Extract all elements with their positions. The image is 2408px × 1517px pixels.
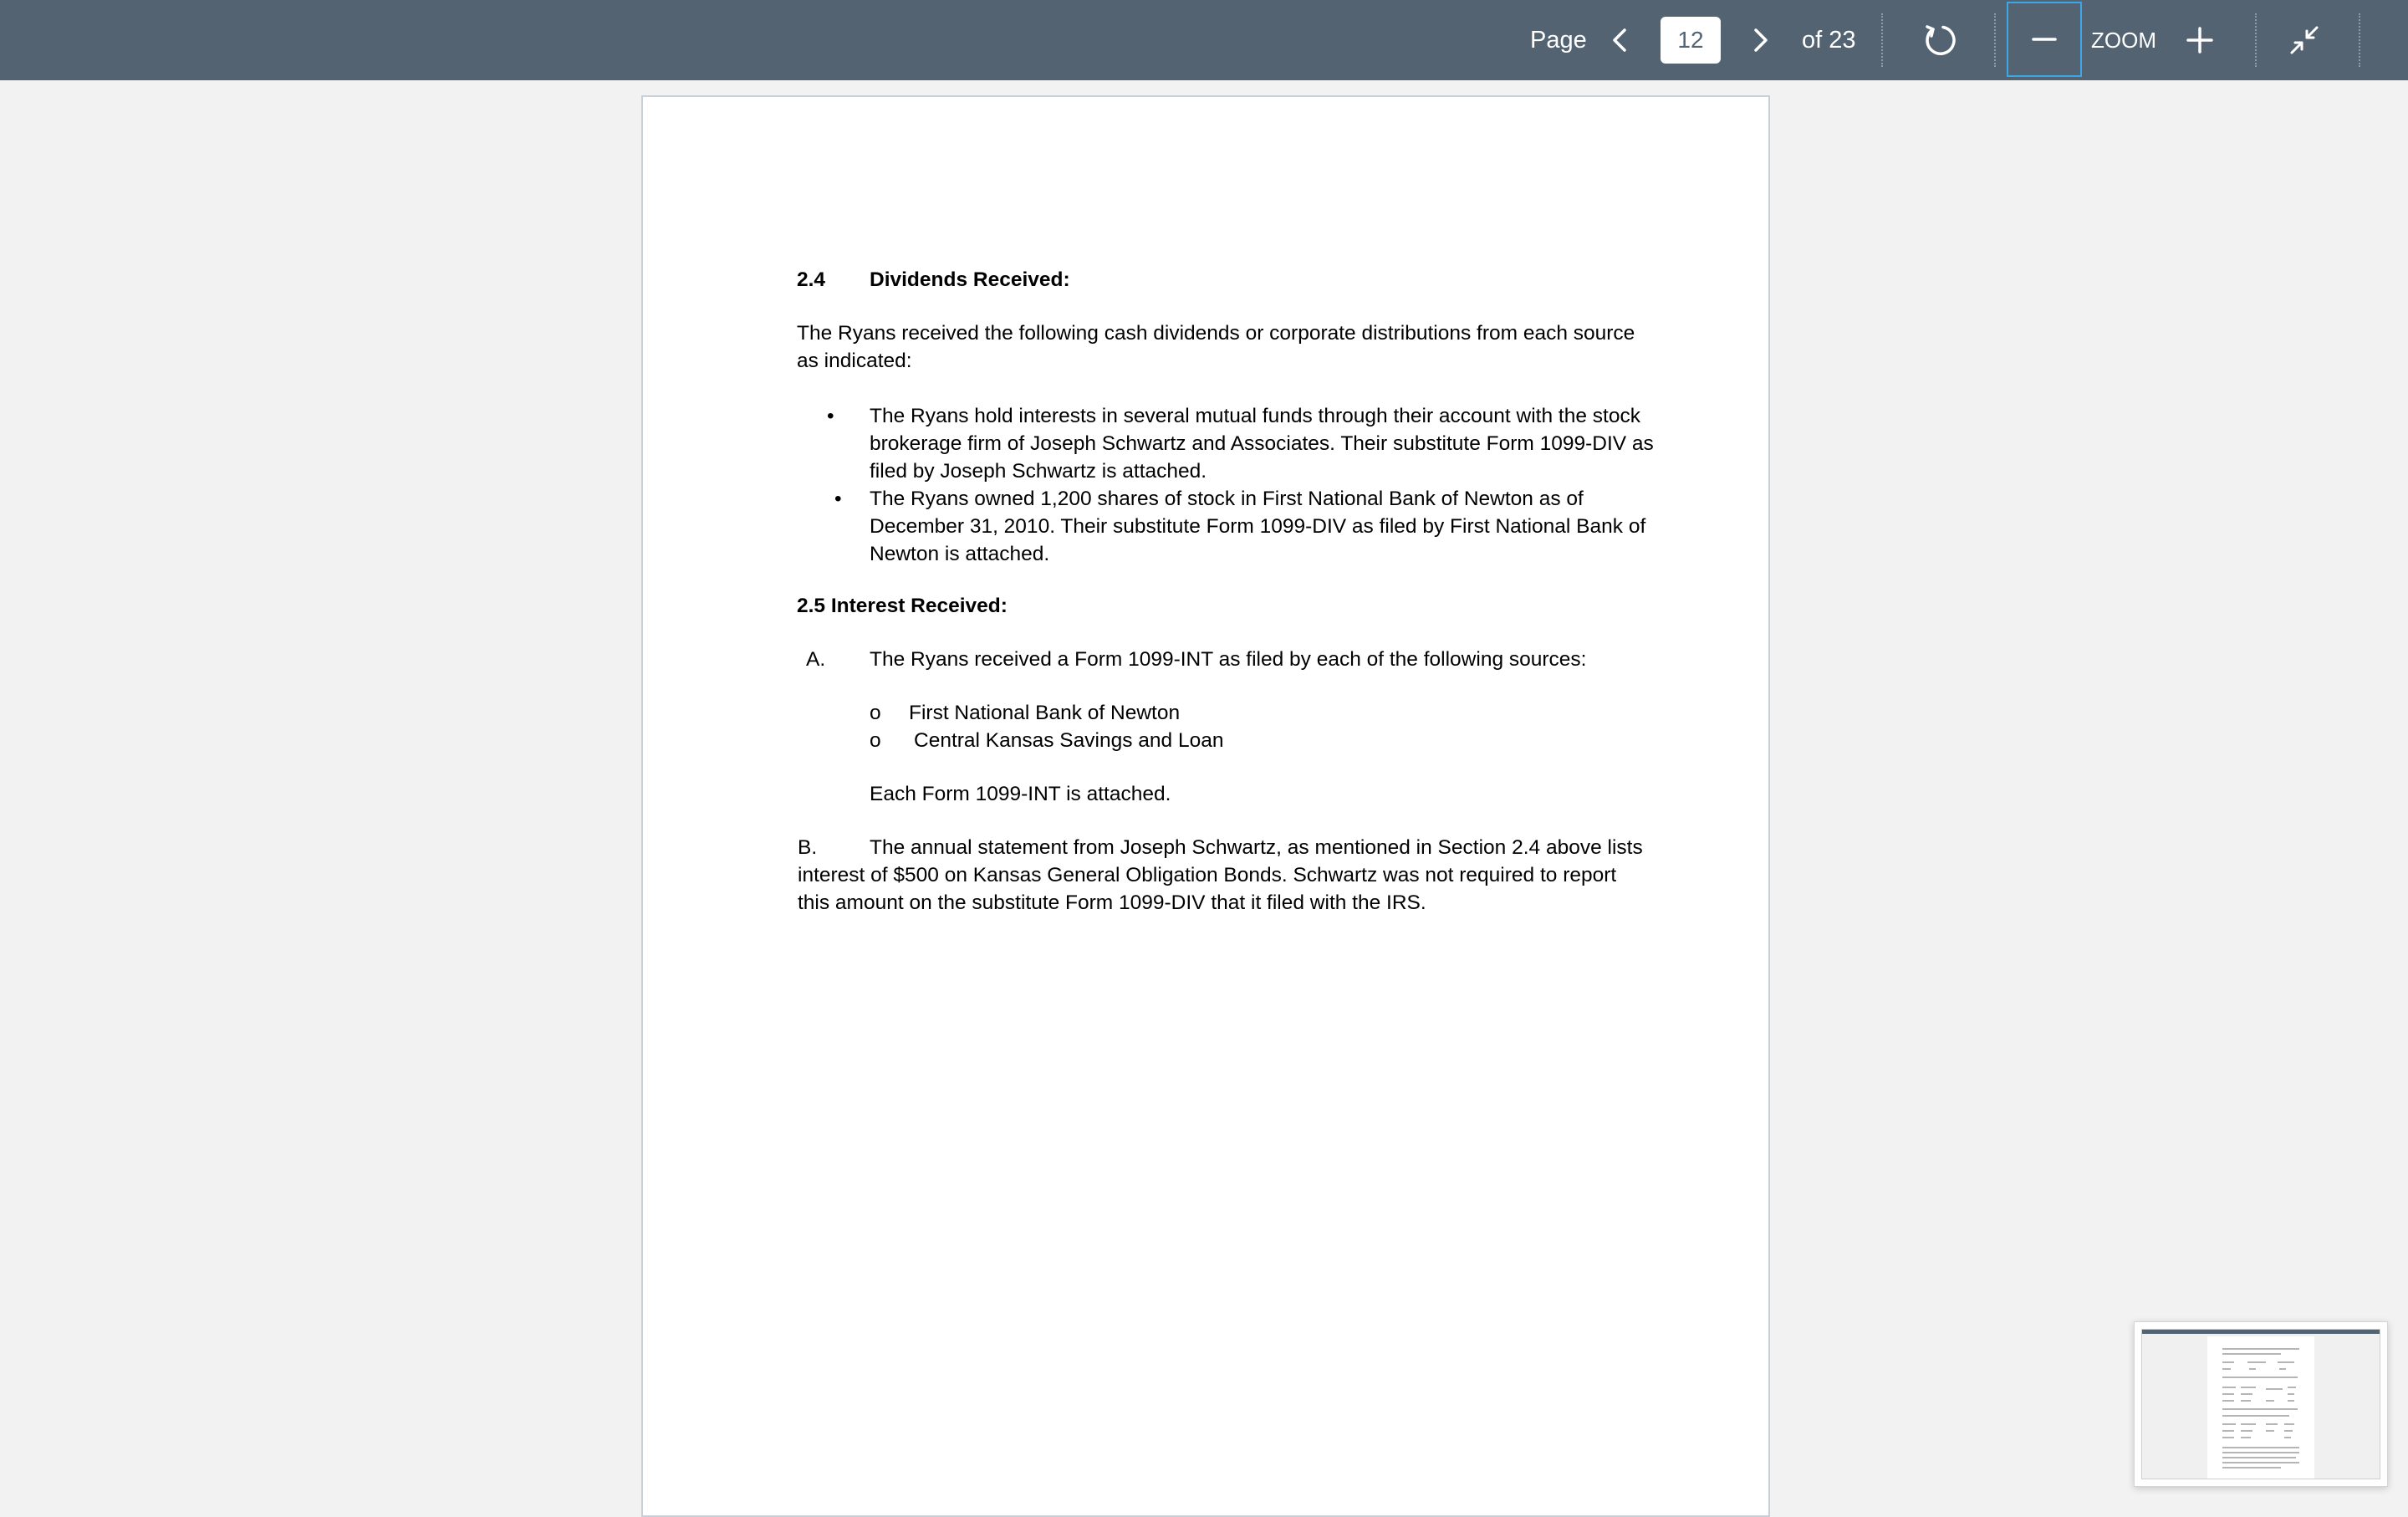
paragraph-line: The annual statement from Joseph Schwartz, as mentioned in Section 2.4 above lists [870,836,1643,859]
minus-icon [2032,27,2057,52]
thumbnail-line [2222,1423,2236,1425]
source-item: First National Bank of Newton [909,702,1181,724]
thumbnail-line [2288,1400,2294,1402]
thumbnail-line [2241,1400,2251,1402]
zoom-in-button[interactable] [2176,17,2223,64]
bullet-line: The Ryans owned 1,200 shares of stock in First National Bank of Newton as of [870,488,1584,510]
zoom-label: ZOOM [2091,28,2156,53]
paragraph-line: as indicated: [797,350,912,372]
thumbnail-line [2249,1368,2256,1370]
section-number: 2.4 [797,268,826,291]
thumbnail-line [2222,1348,2299,1350]
thumbnail-line [2278,1361,2294,1363]
toolbar-separator [2255,13,2257,67]
plus-icon [2186,27,2213,54]
thumbnail-line [2284,1423,2294,1425]
thumbnail-line [2266,1423,2278,1425]
thumbnail-line [2222,1437,2234,1438]
zoom-out-button[interactable] [2007,2,2082,77]
bullet-line: brokerage firm of Joseph Schwartz and Associates. Their substitute Form 1099-DIV as [870,432,1654,455]
thumbnail-line [2222,1353,2281,1355]
thumbnail-line [2222,1377,2298,1378]
thumbnail-line [2241,1423,2256,1425]
total-pages-label: of 23 [1802,27,1856,54]
paragraph-line: this amount on the substitute Form 1099-DIV that it filed with the IRS. [798,891,1426,914]
thumbnail-line [2279,1368,2286,1370]
thumbnail-line [2222,1368,2231,1370]
thumbnail-line [2288,1387,2296,1388]
thumbnail-line [2222,1467,2281,1468]
chevron-right-icon [1747,28,1773,53]
thumbnail-line [2284,1430,2293,1432]
thumbnail-line [2222,1387,2236,1388]
thumbnail-line [2241,1430,2252,1432]
bullet-line: filed by Joseph Schwartz is attached. [870,460,1207,483]
section-title: Dividends Received: [870,268,1070,291]
bullet-line: The Ryans hold interests in several mutual funds through their account with the stock [870,405,1640,427]
thumbnail-line [2222,1430,2234,1432]
item-label: B. [798,836,818,859]
paragraph-line: Each Form 1099-INT is attached. [870,783,1171,805]
thumbnail-line [2241,1437,2251,1438]
bullet-line: December 31, 2010. Their substitute Form 1099-DIV as filed by First National Bank of [870,515,1646,538]
thumbnail-line [2222,1408,2298,1410]
viewer-toolbar [0,0,2408,80]
thumbnail-line [2284,1437,2291,1438]
chevron-left-icon [1608,28,1633,53]
collapse-button[interactable] [2281,17,2328,64]
thumbnail-line [2266,1388,2283,1390]
toolbar-separator [1994,13,1996,67]
item-label: A. [806,648,826,671]
source-item: Central Kansas Savings and Loan [914,729,1224,752]
thumbnail-line [2222,1457,2296,1458]
bullet-glyph: • [827,405,834,427]
thumbnail-line [2222,1400,2234,1402]
thumbnail-line [2222,1462,2299,1463]
thumbnail-line [2266,1430,2274,1432]
thumbnail-toolbar [2142,1330,2380,1334]
bullet-glyph: • [834,488,842,510]
rotate-icon [1921,22,1958,59]
thumbnail-line [2288,1393,2294,1395]
collapse-icon [2289,25,2319,55]
thumbnail-line [2222,1361,2234,1363]
page-number-input[interactable] [1661,17,1721,64]
toolbar-separator [2359,13,2360,67]
bullet-line: Newton is attached. [870,543,1050,565]
thumbnail-line [2222,1415,2289,1417]
thumbnail-line [2241,1387,2256,1388]
thumbnail-page [2207,1336,2314,1479]
paragraph-line: The Ryans received the following cash dividends or corporate distributions from each source [797,322,1635,345]
next-page-button[interactable] [1737,17,1783,64]
thumbnail-line [2222,1393,2234,1395]
sub-bullet-glyph: o [870,702,881,724]
thumbnail-navigator[interactable] [2134,1321,2388,1487]
toolbar-separator [1881,13,1883,67]
thumbnail-line [2241,1393,2252,1395]
thumbnail-line [2247,1361,2266,1363]
thumbnail-line [2222,1447,2299,1448]
previous-page-button[interactable] [1597,17,1644,64]
rotate-button[interactable] [1916,17,1963,64]
thumbnail-preview [2141,1329,2380,1479]
paragraph-line: interest of $500 on Kansas General Obligation Bonds. Schwartz was not required to report [798,864,1617,886]
thumbnail-line [2222,1452,2299,1453]
thumbnail-line [2266,1400,2274,1402]
sub-bullet-glyph: o [870,729,881,752]
document-page [641,95,1770,1517]
page-label: Page [1530,27,1587,54]
section-heading: 2.5 Interest Received: [797,595,1008,617]
item-text: The Ryans received a Form 1099-INT as filed by each of the following sources: [870,648,1587,671]
